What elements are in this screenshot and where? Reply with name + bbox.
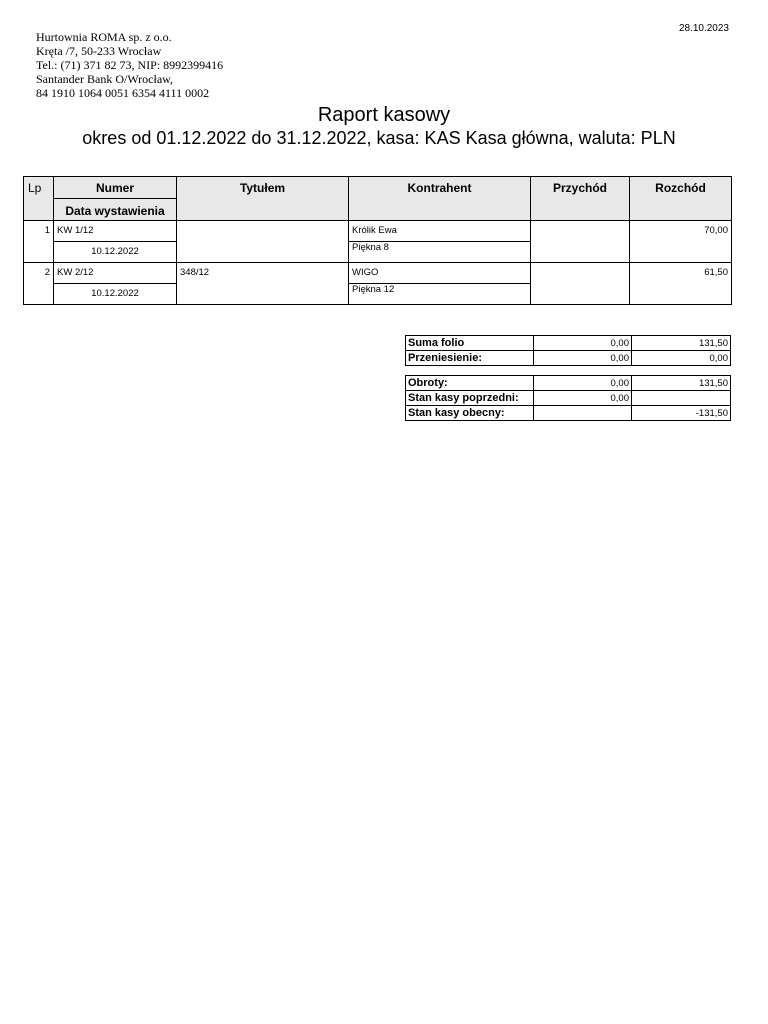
report-subtitle: okres od 01.12.2022 do 31.12.2022, kasa: KAS Kasa główna, waluta: PLN (82, 128, 676, 148)
summary-row (406, 391, 731, 406)
header-data-wystawienia: Data wystawienia (54, 199, 177, 221)
company-name: Hurtownia ROMA sp. z o.o. (36, 30, 172, 44)
row-tytulem: 348/12 (177, 263, 349, 305)
report-title: Raport kasowy (317, 104, 451, 126)
row-kontrahent-address: Piękna 8 (349, 242, 531, 263)
summary-rozchod: 131,50 (632, 376, 731, 391)
company-account: 84 1910 1064 0051 6354 4111 0002 (36, 86, 210, 100)
header-lp: Lp (24, 177, 54, 221)
company-bank: Santander Bank O/Wrocław, (36, 72, 174, 86)
summary-balance-table (405, 375, 731, 421)
header-przychod: Przychód (531, 177, 630, 221)
header-rozchod: Rozchód (630, 177, 732, 221)
summary-label: Stan kasy obecny: (406, 406, 534, 421)
header-tytulem: Tytułem (177, 177, 349, 221)
row-data: 10.12.2022 (54, 242, 177, 263)
summary-label: Obroty: (406, 376, 534, 391)
summary-przychod (534, 406, 632, 421)
row-rozchod: 70,00 (630, 221, 732, 263)
row-kontrahent-name: Królik Ewa (349, 221, 531, 242)
row-tytulem (177, 221, 349, 263)
summary-rozchod: 131,50 (632, 336, 731, 351)
row-przychod (531, 263, 630, 305)
header-numer: Numer (54, 177, 177, 199)
header-kontrahent: Kontrahent (349, 177, 531, 221)
print-date: 28.10.2023 (678, 23, 729, 34)
company-info (36, 30, 223, 100)
summary-folio-table (405, 335, 731, 366)
row-lp: 2 (24, 263, 54, 305)
summary-label: Suma folio (406, 336, 534, 351)
summary-label: Stan kasy poprzedni: (406, 391, 534, 406)
summary-przychod: 0,00 (534, 351, 632, 366)
summary-row (406, 376, 731, 391)
summary-row (406, 351, 731, 366)
summary-przychod: 0,00 (534, 376, 632, 391)
table-row (24, 221, 732, 242)
summary-przychod: 0,00 (534, 391, 632, 406)
company-phone-nip: Tel.: (71) 371 82 73, NIP: 8992399416 (36, 58, 224, 72)
row-data: 10.12.2022 (54, 284, 177, 305)
row-numer: KW 2/12 (54, 263, 177, 284)
cash-report-table (23, 176, 732, 305)
summary-row (406, 336, 731, 351)
summary-przychod: 0,00 (534, 336, 632, 351)
summary-rozchod: -131,50 (632, 406, 731, 421)
row-lp: 1 (24, 221, 54, 263)
summary-rozchod (632, 391, 731, 406)
summary-rozchod: 0,00 (632, 351, 731, 366)
row-numer: KW 1/12 (54, 221, 177, 242)
table-row (24, 263, 732, 284)
row-przychod (531, 221, 630, 263)
summary-label: Przeniesienie: (406, 351, 534, 366)
row-kontrahent-address: Piękna 12 (349, 284, 531, 305)
row-rozchod: 61,50 (630, 263, 732, 305)
row-kontrahent-name: WIGO (349, 263, 531, 284)
summary-row (406, 406, 731, 421)
company-address: Kręta /7, 50-233 Wrocław (36, 44, 162, 58)
